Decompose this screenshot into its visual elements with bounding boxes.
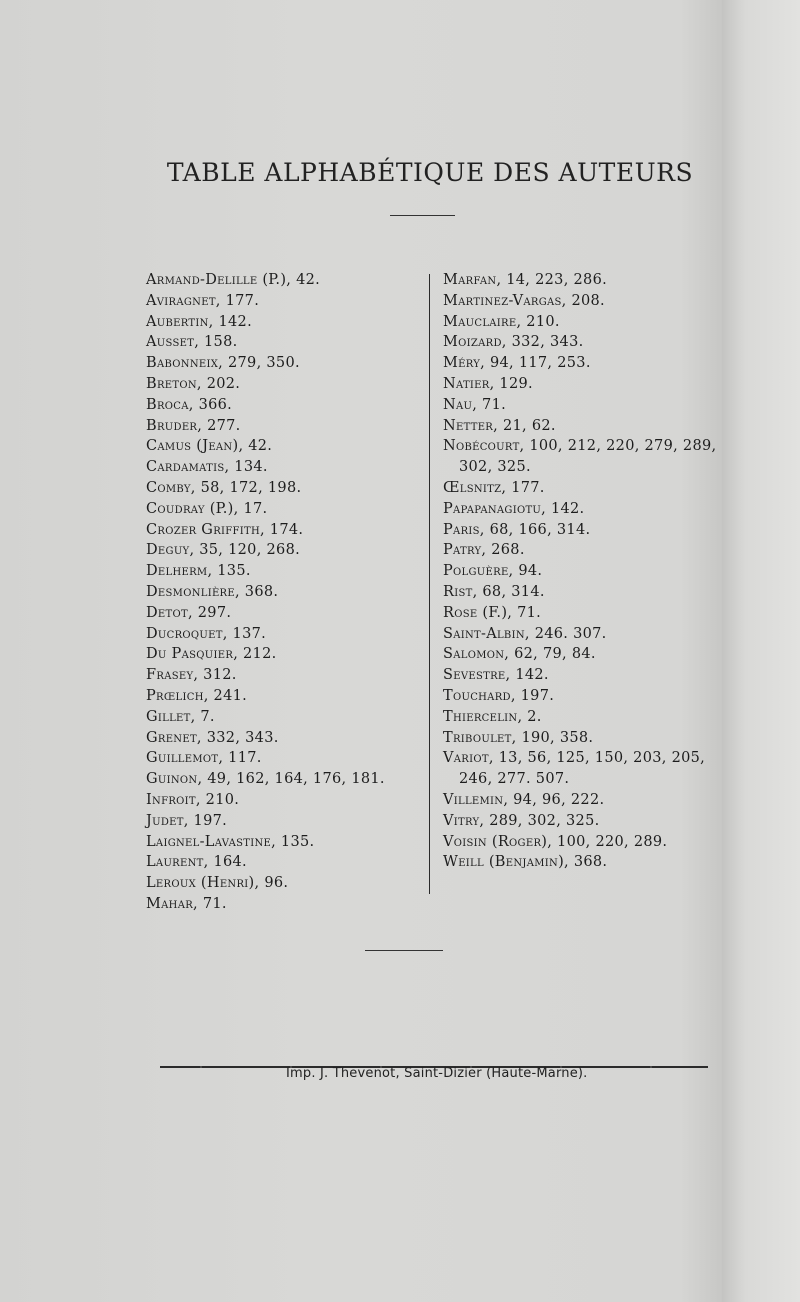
author-entry: Desmonlière, 368. [146,583,279,600]
author-entry: Œlsnitz, 177. [443,479,545,496]
author-entry: Ducroquet, 137. [146,625,267,642]
author-entry: Deguy, 35, 120, 268. [146,542,301,559]
author-entry: Leroux (Henri), 96. [146,875,289,892]
page-title: TABLE ALPHABÉTIQUE DES AUTEURS [166,158,694,187]
author-entry: Polguère, 94. [443,563,543,580]
author-entry: Coudray (P.), 17. [146,500,268,517]
author-entry: Camus (Jean), 42. [146,438,273,455]
author-entry: Laignel-Lavastine, 135. [146,833,315,850]
author-entry: Prœlich, 241. [146,687,248,704]
author-entry: Patry, 268. [443,542,525,559]
author-entry: Thiercelin, 2. [443,708,542,725]
author-entry: Variot, 13, 56, 125, 150, 203, 205, 246, 277. 507. [443,750,706,788]
author-entry: Aviragnet, 177. [146,292,260,309]
author-entry: Rist, 68, 314. [443,583,545,600]
author-entry: Judet, 197. [146,812,228,829]
author-entry: Cardamatis, 134. [146,459,268,476]
author-entry: Natier, 129. [443,375,533,392]
author-entry: Netter, 21, 62. [443,417,556,434]
author-entry: Moizard, 332, 343. [443,334,584,351]
author-entry: Marfan, 14, 223, 286. [443,272,608,288]
author-entry: Villemin, 94, 96, 222. [443,791,605,808]
author-entry: Rose (F.), 71. [443,604,542,621]
column-divider [429,274,430,894]
author-index-right-column [443,270,723,873]
author-entry: Armand-Delille (P.), 42. [146,272,321,288]
author-entry: Nobécourt, 100, 212, 220, 279, 289, 302, 325. [443,438,717,476]
printer-imprint: Imp. J. Thevenot, Saint-Dizier (Haute-Marne). [286,1066,588,1081]
author-entry: Ausset, 158. [146,334,238,351]
author-entry: Broca, 366. [146,396,233,413]
page-edge-shadow [722,0,800,1302]
author-entry: Sevestre, 142. [443,667,549,684]
author-entry: Salomon, 62, 79, 84. [443,646,596,663]
end-divider [365,950,443,951]
author-entry: Delherm, 135. [146,563,251,580]
author-entry: Touchard, 197. [443,687,555,704]
author-entry: Guillemot, 117. [146,750,262,767]
author-entry: Méry, 94, 117, 253. [443,355,591,372]
author-entry: Mahar, 71. [146,895,227,912]
author-entry: Vitry, 289, 302, 325. [443,812,600,829]
author-entry: Guinon, 49, 162, 164, 176, 181. [146,771,385,788]
author-entry: Saint-Albin, 246. 307. [443,625,607,642]
author-entry: Paris, 68, 166, 314. [443,521,591,538]
author-entry: Weill (Benjamin), 368. [443,854,608,871]
author-entry: Detot, 297. [146,604,232,621]
author-entry: Du Pasquier, 212. [146,646,277,663]
author-index-left-column [146,270,416,915]
author-entry: Aubertin, 142. [146,313,252,330]
title-divider [390,215,455,216]
author-entry: Gillet, 7. [146,708,215,725]
author-entry: Papapanagiotu, 142. [443,500,585,517]
author-entry: Voisin (Roger), 100, 220, 289. [443,833,668,850]
author-entry: Crozer Griffith, 174. [146,521,304,538]
author-entry: Babonneix, 279, 350. [146,355,300,372]
author-entry: Bruder, 277. [146,417,241,434]
author-entry: Grenet, 332, 343. [146,729,279,746]
author-entry: Martinez-Vargas, 208. [443,292,605,309]
author-entry: Triboulet, 190, 358. [443,729,594,746]
author-entry: Frasey, 312. [146,667,237,684]
author-entry: Nau, 71. [443,396,507,413]
author-entry: Mauclaire, 210. [443,313,560,330]
author-entry: Comby, 58, 172, 198. [146,479,302,496]
author-entry: Breton, 202. [146,375,241,392]
author-entry: Infroit, 210. [146,791,240,808]
author-entry: Laurent, 164. [146,854,247,871]
